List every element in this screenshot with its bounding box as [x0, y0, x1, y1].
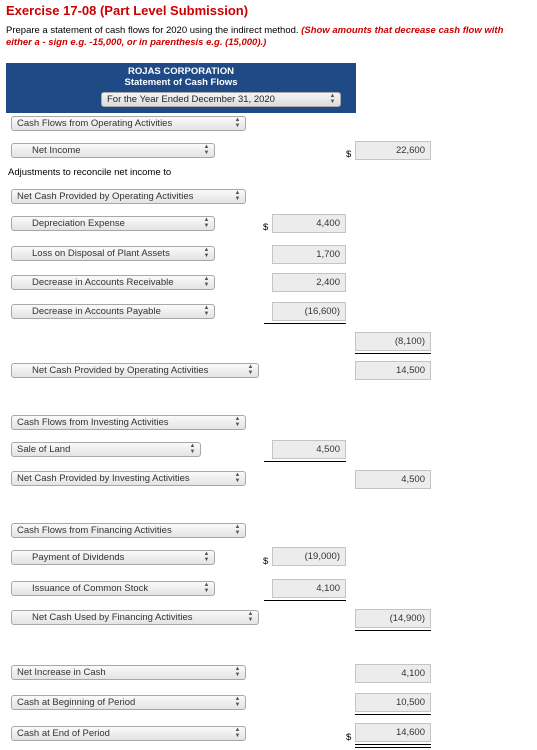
underline-rule	[264, 461, 346, 462]
sale-land-input[interactable]: 4,500	[272, 440, 346, 459]
chevron-updown-icon: ▲ ▼	[234, 472, 241, 484]
underline-rule	[264, 600, 346, 601]
operating-heading-select[interactable]: Cash Flows from Operating Activities ▲ ▼	[11, 116, 246, 131]
chevron-updown-icon: ▲ ▼	[234, 727, 241, 739]
net-investing-input[interactable]: 4,500	[355, 470, 431, 489]
decrease-ap-select[interactable]: Decrease in Accounts Payable ▲ ▼	[11, 304, 215, 319]
chevron-updown-icon: ▲ ▼	[234, 416, 241, 428]
underline-rule	[264, 323, 346, 324]
company-name: ROJAS CORPORATION	[128, 66, 234, 77]
chevron-updown-icon: ▲ ▼	[234, 696, 241, 708]
chevron-updown-icon: ▲ ▼	[203, 305, 210, 317]
chevron-updown-icon: ▲ ▼	[247, 364, 254, 376]
decrease-ap-input[interactable]: (16,600)	[272, 302, 346, 321]
depreciation-input[interactable]: 4,400	[272, 214, 346, 233]
net-income-select[interactable]: Net Income ▲ ▼	[11, 143, 215, 158]
dividends-select[interactable]: Payment of Dividends ▲ ▼	[11, 550, 215, 565]
chevron-updown-icon: ▲ ▼	[329, 93, 336, 105]
chevron-updown-icon: ▲ ▼	[234, 117, 241, 129]
net-increase-input[interactable]: 4,100	[355, 664, 431, 683]
dollar-sign: $	[346, 732, 352, 743]
chevron-updown-icon: ▲ ▼	[203, 217, 210, 229]
net-income-input[interactable]: 22,600	[355, 141, 431, 160]
chevron-updown-icon: ▲ ▼	[247, 611, 254, 623]
cash-end-select[interactable]: Cash at End of Period ▲ ▼	[11, 726, 246, 741]
adjustments-text: Adjustments to reconcile net income to	[8, 167, 172, 178]
instructions-text: Prepare a statement of cash flows for 2020 using the indirect method.	[6, 25, 299, 36]
cash-begin-input[interactable]: 10,500	[355, 693, 431, 712]
exercise-title: Exercise 17-08 (Part Level Submission)	[6, 3, 249, 18]
chevron-updown-icon: ▲ ▼	[203, 276, 210, 288]
investing-heading-select[interactable]: Cash Flows from Investing Activities ▲ ▼	[11, 415, 246, 430]
double-underline-rule	[355, 747, 431, 748]
net-investing-select[interactable]: Net Cash Provided by Investing Activities ▲ ▼	[11, 471, 246, 486]
loss-disposal-input[interactable]: 1,700	[272, 245, 346, 264]
period-select[interactable]	[101, 92, 341, 107]
net-operating-input[interactable]: 14,500	[355, 361, 431, 380]
chevron-updown-icon: ▲ ▼	[203, 144, 210, 156]
chevron-updown-icon: ▲ ▼	[203, 247, 210, 259]
chevron-updown-icon: ▲ ▼	[234, 524, 241, 536]
dividends-input[interactable]: (19,000)	[272, 547, 346, 566]
common-stock-input[interactable]: 4,100	[272, 579, 346, 598]
double-underline-rule	[355, 744, 431, 745]
depreciation-select[interactable]: Depreciation Expense ▲ ▼	[11, 216, 215, 231]
chevron-updown-icon: ▲ ▼	[234, 666, 241, 678]
period-select-label: For the Year Ended December 31, 2020	[107, 94, 275, 105]
instructions-note: (Show amounts that decrease cash flow with either a - sign e.g. -15,000, or in parenthesis e.g. (15,000).)	[6, 25, 504, 48]
underline-rule	[355, 714, 431, 715]
chevron-updown-icon: ▲ ▼	[189, 443, 196, 455]
dollar-sign: $	[346, 149, 352, 160]
underline-rule	[355, 630, 431, 631]
statement-title: Statement of Cash Flows	[124, 77, 238, 88]
chevron-updown-icon: ▲ ▼	[234, 190, 241, 202]
total-adjustments-input[interactable]: (8,100)	[355, 332, 431, 351]
sale-land-select[interactable]: Sale of Land ▲ ▼	[11, 442, 201, 457]
adjustments-select[interactable]: Net Cash Provided by Operating Activities ▲ ▼	[11, 189, 246, 204]
underline-rule	[355, 353, 431, 354]
net-increase-select[interactable]: Net Increase in Cash ▲ ▼	[11, 665, 246, 680]
financing-heading-select[interactable]: Cash Flows from Financing Activities ▲ ▼	[11, 523, 246, 538]
dollar-sign: $	[263, 556, 269, 567]
decrease-ar-input[interactable]: 2,400	[272, 273, 346, 292]
cash-end-input[interactable]: 14,600	[355, 723, 431, 742]
common-stock-select[interactable]: Issuance of Common Stock ▲ ▼	[11, 581, 215, 596]
chevron-updown-icon: ▲ ▼	[203, 551, 210, 563]
net-operating-select[interactable]: Net Cash Provided by Operating Activities ▲ ▼	[11, 363, 259, 378]
dollar-sign: $	[263, 222, 269, 233]
decrease-ar-select[interactable]: Decrease in Accounts Receivable ▲ ▼	[11, 275, 215, 290]
loss-disposal-select[interactable]: Loss on Disposal of Plant Assets ▲ ▼	[11, 246, 215, 261]
net-financing-input[interactable]: (14,900)	[355, 609, 431, 628]
chevron-updown-icon: ▲ ▼	[203, 582, 210, 594]
instructions	[6, 25, 531, 49]
net-financing-select[interactable]: Net Cash Used by Financing Activities ▲ ▼	[11, 610, 259, 625]
cash-begin-select[interactable]: Cash at Beginning of Period ▲ ▼	[11, 695, 246, 710]
